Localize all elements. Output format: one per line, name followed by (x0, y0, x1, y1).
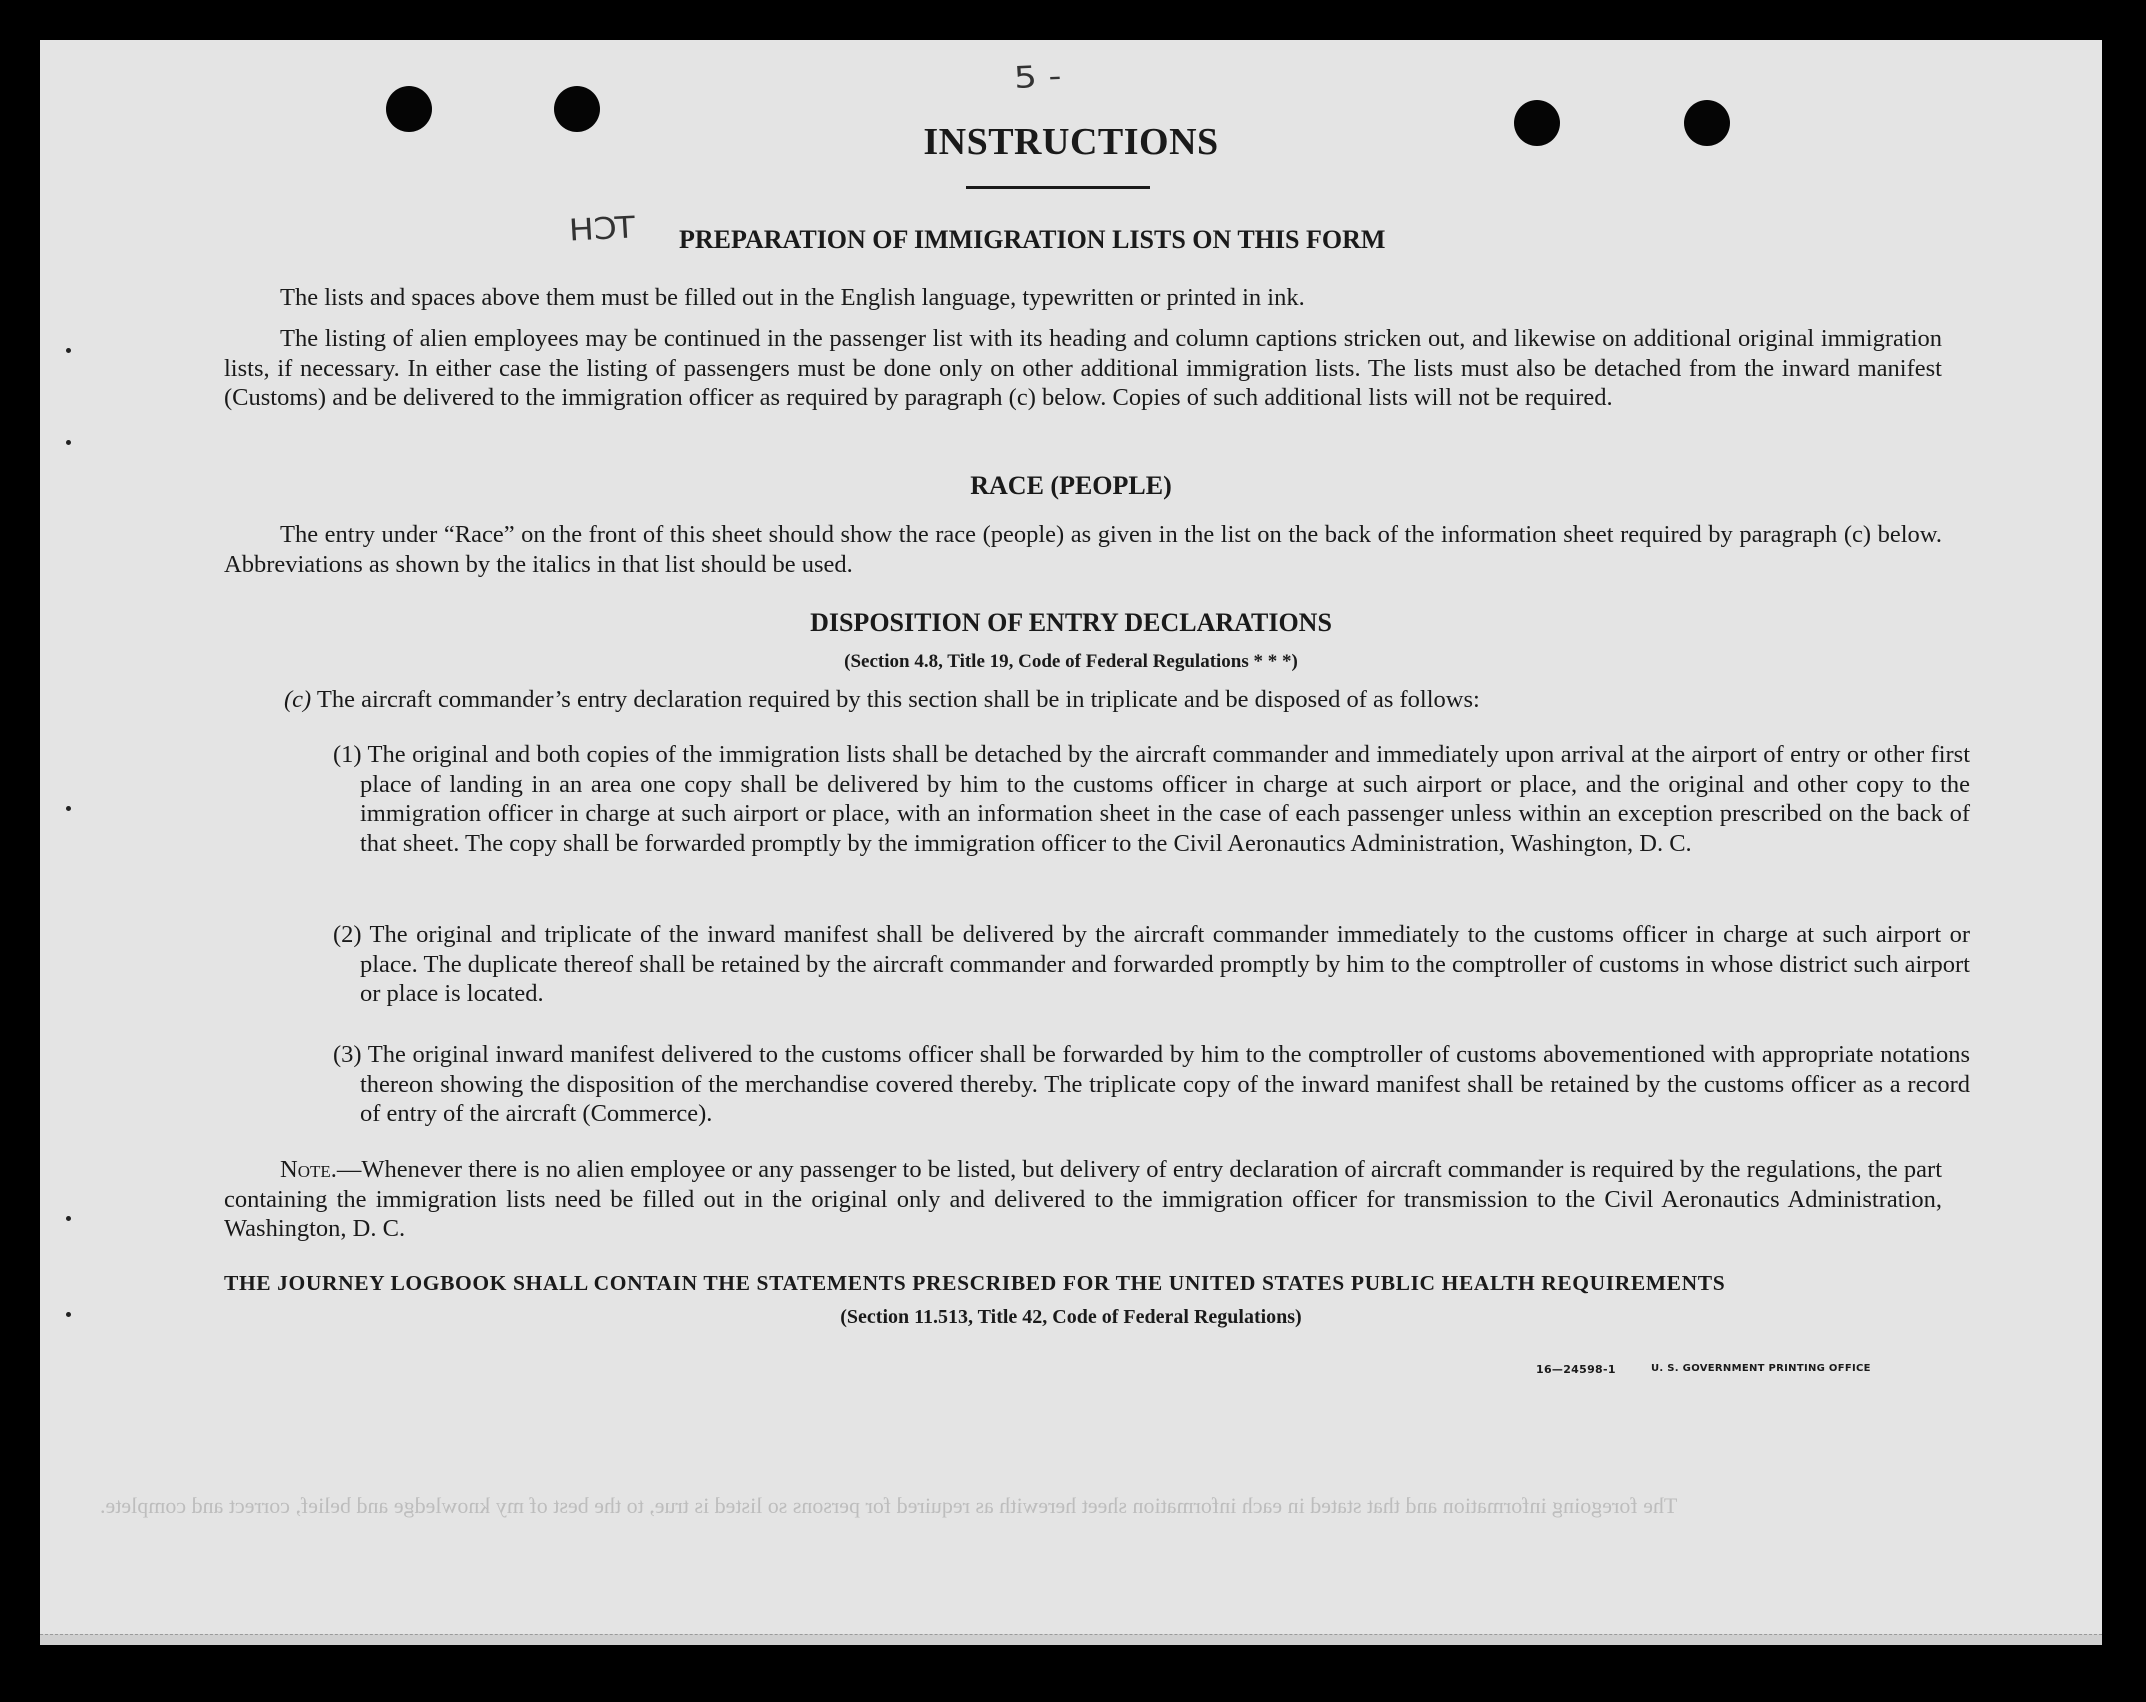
paragraph-language: The lists and spaces above them must be filled out in the English language, typewritten or printed in ink. (280, 284, 1305, 311)
paragraph-label-c: (c) (284, 686, 312, 713)
printer-imprint: U. S. GOVERNMENT PRINTING OFFICE (1651, 1363, 1871, 1374)
document-title: INSTRUCTIONS (923, 121, 1219, 163)
document-page (40, 40, 2102, 1645)
section-heading-race: RACE (PEOPLE) (970, 471, 1172, 500)
title-underline (966, 186, 1150, 189)
handwritten-annotation: TCH (568, 210, 637, 249)
footer-citation: (Section 11.513, Title 42, Code of Federal Regulations) (840, 1306, 1302, 1328)
section-heading-preparation: PREPARATION OF IMMIGRATION LISTS ON THIS FORM (679, 225, 1386, 254)
margin-dot (66, 1216, 71, 1221)
footer-statement: THE JOURNEY LOGBOOK SHALL CONTAIN THE STATEMENTS PRESCRIBED FOR THE UNITED STATES PUBLIC HEALTH REQUIREMENTS (224, 1271, 1726, 1295)
section-heading-disposition: DISPOSITION OF ENTRY DECLARATIONS (810, 608, 1332, 637)
header-handwritten-mark: 5 - (1012, 58, 1063, 97)
list-item: (3) The original inward manifest delivered to the customs officer shall be forwarded by him to the comptroller of customs abovementioned with appropriate notations thereon showing the disposition of the merchandise covered thereby. The triplicate copy of the inward manifest shall be retained by the customs officer as a record of entry of the aircraft (Commerce). (333, 1041, 1970, 1127)
list-item: (1) The original and both copies of the immigration lists shall be detached by the aircraft commander and immediately upon arrival at the airport of entry or other first place of landing in an area one copy shall be delivered by him to the customs officer in charge at such airport or place, and the original and other copy to the immigration officer in charge at such airport or place, with an information sheet in the case of each passenger unless within an exception prescribed on the back of that sheet. The copy shall be forwarded promptly by the immigration officer to the Civil Aeronautics Administration, Washington, D. C. (333, 741, 1970, 857)
margin-dot (66, 806, 71, 811)
paragraph-alien-employees: The listing of alien employees may be continued in the passenger list with its heading and column captions stricken out, and likewise on additional original immigration lists, if necessary. In either case the listing of passengers must be done only on other additional immigration lists. The lists must also be detached from the inward manifest (Customs) and be delivered to the immigration officer as required by paragraph (c) below. Copies of such additional lists will not be required. (224, 325, 1942, 411)
bleed-through-text: The foregoing information and that stated in each information sheet herewith as required for persons so listed is true, to the best of my knowledge and belief, correct and complete. (100, 1493, 1678, 1518)
note-paragraph (224, 1155, 1942, 1244)
disposition-intro (284, 685, 1944, 715)
margin-dot (66, 348, 71, 353)
disposition-intro-text: The aircraft commander’s entry declaration required by this section shall be in triplicate and be disposed of as follows: (316, 686, 1480, 713)
paragraph-race: The entry under “Race” on the front of this sheet should show the race (people) as given in the list on the back of the information sheet required by paragraph (c) below. Abbreviations as shown by the italics in that list should be used. (224, 521, 1942, 578)
disposition-citation: (Section 4.8, Title 19, Code of Federal Regulations * * *) (844, 651, 1298, 672)
note-label: Note. (280, 1156, 337, 1183)
form-number: 16—24598-1 (1536, 1363, 1616, 1376)
margin-dot (66, 440, 71, 445)
page-bottom-edge (40, 1634, 2102, 1645)
list-item: (2) The original and triplicate of the inward manifest shall be delivered by the aircraft commander immediately to the customs officer in charge at such airport or place. The duplicate thereof shall be retained by the aircraft commander and forwarded promptly by him to the comptroller of customs in whose district such airport or place is located. (333, 921, 1970, 1007)
note-text: —Whenever there is no alien employee or any passenger to be listed, but delivery of entry declaration of aircraft commander is required by the regulations, the part containing the immigration lists need be filled out in the original only and delivered to the immigration officer for transmission to the Civil Aeronautics Administration, Washington, D. C. (224, 1156, 1942, 1242)
